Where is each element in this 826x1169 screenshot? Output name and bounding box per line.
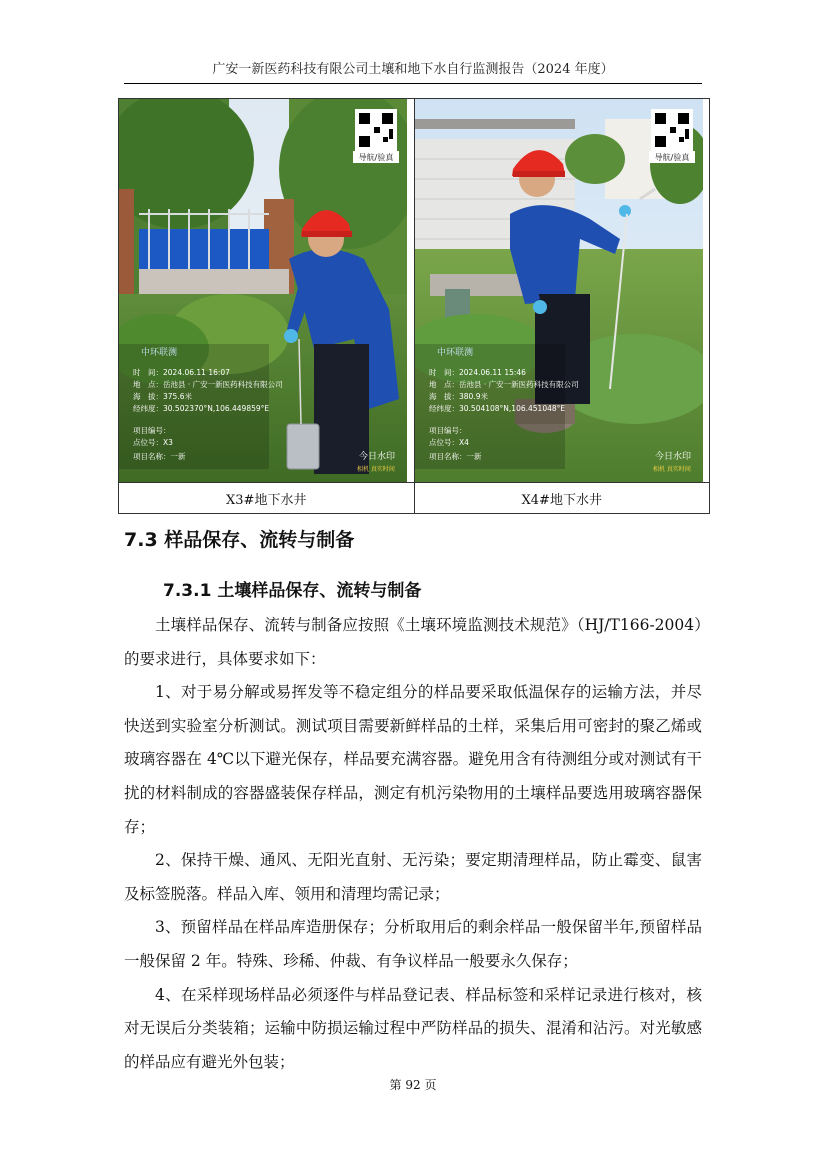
wm-location: 地 点：岳池县 · 广安一新医药科技有限公司 xyxy=(428,380,579,389)
brand-logo: 中环联测 xyxy=(436,348,473,358)
brand-logo: 中环联测 xyxy=(141,348,178,358)
qr-label: 导航/验真 xyxy=(654,153,689,162)
paragraph-item-1: 1、对于易分解或易挥发等不稳定组分的样品要采取低温保存的运输方法，并尽快送到实验室分析测试。测试项目需要新鲜样品的土样，采集后用可密封的聚乙烯或玻璃容器在 4℃以下避光保存，样品要充满容器。避免用含有待测组分或对测试有干扰的材料制成的容器盛装保存样品，测定有机污染物用的土壤样品要选用玻璃容器保存； xyxy=(124,683,702,836)
wm-project-name: 项目名称：一新 xyxy=(133,452,186,461)
paragraph-item-4: 4、在采样现场样品必须逐件与样品登记表、样品标签和采样记录进行核对，核对无误后分类装箱；运输中防损运输过程中严防样品的损失、混淆和沾污。对光敏感的样品应有避光外包装； xyxy=(124,985,702,1071)
photo-cell-x3 xyxy=(119,99,415,483)
photo-caption-x4: X4#地下水井 xyxy=(414,483,710,514)
wm-coordinates: 经纬度：30.502370°N,106.449859°E xyxy=(133,404,270,413)
stamp-logo: 今日水印 xyxy=(359,452,396,462)
wm-coordinates: 经纬度：30.504108°N,106.451048°E xyxy=(428,404,565,413)
wm-altitude: 海 拔：375.6米 xyxy=(133,392,192,401)
body-text xyxy=(124,609,702,1079)
header-rule xyxy=(124,83,702,84)
stamp-logo: 今日水印 xyxy=(654,452,691,462)
wm-time: 时 间：2024.06.11 16:07 xyxy=(133,368,230,377)
wm-altitude: 海 拔：380.9米 xyxy=(428,392,488,401)
page-header: 广安一新医药科技有限公司土壤和地下水自行监测报告（2024 年度） xyxy=(212,62,614,77)
wm-point: 点位号：X4 xyxy=(428,438,469,447)
paragraph-item-2: 2、保持干燥、通风、无阳光直射、无污染；要定期清理样品，防止霉变、鼠害及标签脱落。样品入库、领用和清理均需记录； xyxy=(124,851,702,903)
wm-location: 地 点：岳池县 · 广安一新医药科技有限公司 xyxy=(133,380,283,389)
subsection-heading: 7.3.1 土壤样品保存、流转与制备 xyxy=(163,581,422,601)
page-number: 第 92 页 xyxy=(389,1078,437,1092)
wm-project-no: 项目编号： xyxy=(133,426,171,435)
wm-point: 点位号：X3 xyxy=(133,438,173,447)
photo-x3 xyxy=(119,99,407,482)
wm-time: 时 间：2024.06.11 15:46 xyxy=(428,368,526,377)
photo-table xyxy=(118,98,710,514)
photo-cell-x4 xyxy=(414,99,710,483)
paragraph-intro: 土壤样品保存、流转与制备应按照《土壤环境监测技术规范》（HJ/T166-2004）的要求进行，具体要求如下： xyxy=(124,616,702,668)
stamp-sub: 相机 真实时间 xyxy=(652,466,691,473)
qr-label: 导航/验真 xyxy=(358,153,394,162)
stamp-sub: 相机 真实时间 xyxy=(357,466,395,473)
wm-project-no: 项目编号： xyxy=(428,426,466,435)
photo-caption-x3: X3#地下水井 xyxy=(119,483,415,514)
paragraph-item-3: 3、预留样品在样品库造册保存；分析取用后的剩余样品一般保留半年,预留样品一般保留 2 年。特殊、珍稀、仲裁、有争议样品一般要永久保存； xyxy=(124,918,702,970)
wm-project-name: 项目名称：一新 xyxy=(428,452,481,461)
photo-x4 xyxy=(415,99,703,482)
section-heading: 7.3 样品保存、流转与制备 xyxy=(124,529,355,551)
